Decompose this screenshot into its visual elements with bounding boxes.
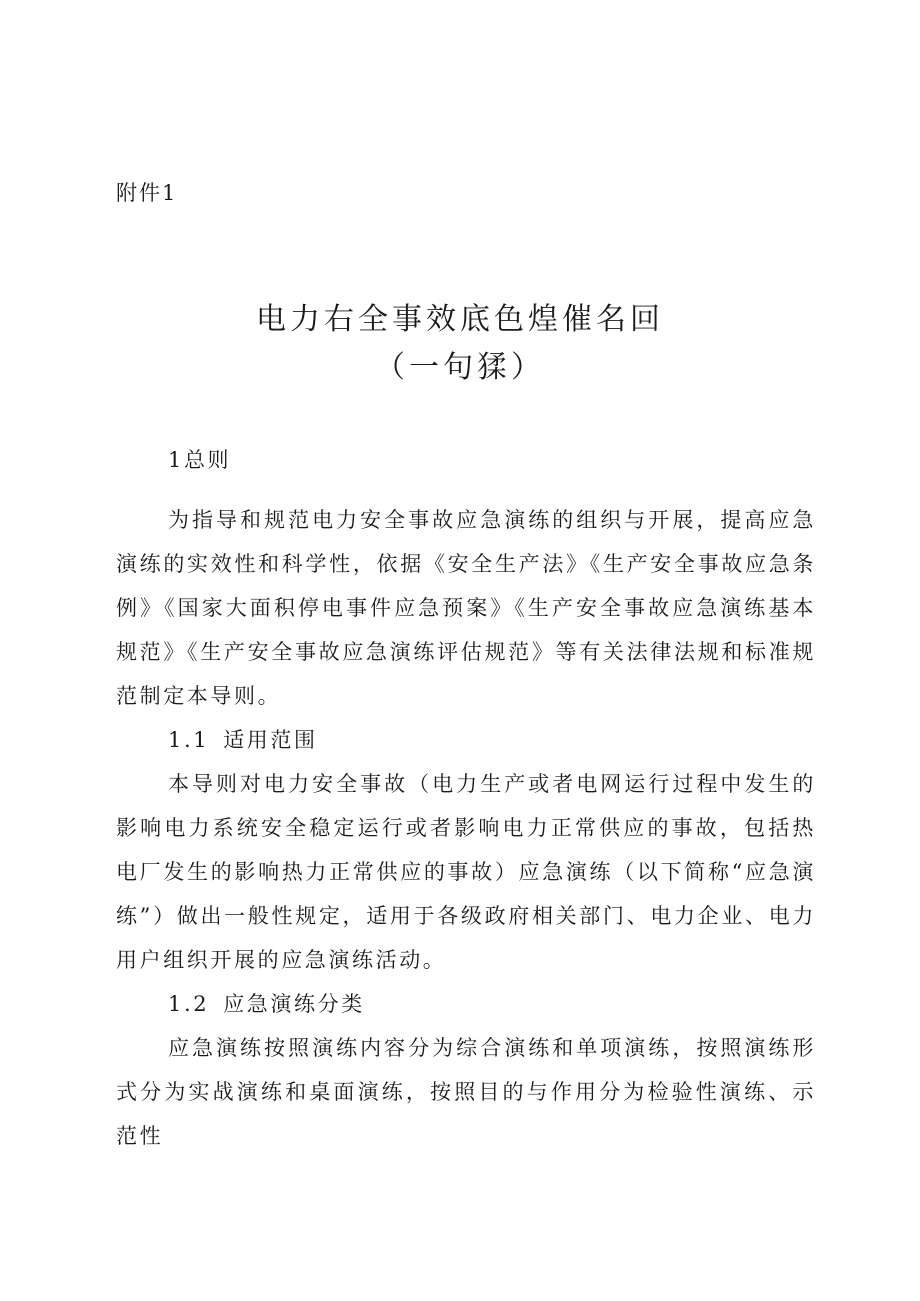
section-heading-scope	[116, 718, 816, 762]
document-body	[116, 438, 816, 1158]
document-title	[0, 296, 920, 392]
general-paragraph: 为指导和规范电力安全事故应急演练的组织与开展，提高应急演练的实效性和科学性，依据《安全生产法》《生产安全事故应急条例》《国家大面积停电事件应急预案》《生产安全事故应急演练基本规范》《生产安全事故应急演练评估规范》等有关法律法规和标准规范制定本导则。	[116, 508, 816, 708]
classification-section-number: 1.2	[168, 992, 210, 1016]
scope-section-number: 1.1	[168, 728, 210, 752]
attachment-label: 附件1	[116, 181, 178, 205]
classification-paragraph: 应急演练按照演练内容分为综合演练和单项演练，按照演练形式分为实战演练和桌面演练，按照目的与作用分为检验性演练、示范性	[116, 1036, 816, 1148]
classification-section-title: 应急演练分类	[223, 992, 365, 1016]
scope-paragraph: 本导则对电力安全事故（电力生产或者电网运行过程中发生的影响电力系统安全稳定运行或者影响电力正常供应的事故，包括热电厂发生的影响热力正常供应的事故）应急演练（以下简称“应急演练”）做出一般性规定，适用于各级政府相关部门、电力企业、电力用户组织开展的应急演练活动。	[116, 772, 816, 972]
scope-section-title: 适用范围	[223, 728, 318, 752]
title-line-2: （一句猱）	[375, 350, 545, 385]
title-line-1: 电力右全事效底色煌催名回	[256, 302, 664, 337]
section-heading-classification	[116, 982, 816, 1026]
section-heading-general: 1总则	[168, 448, 232, 472]
